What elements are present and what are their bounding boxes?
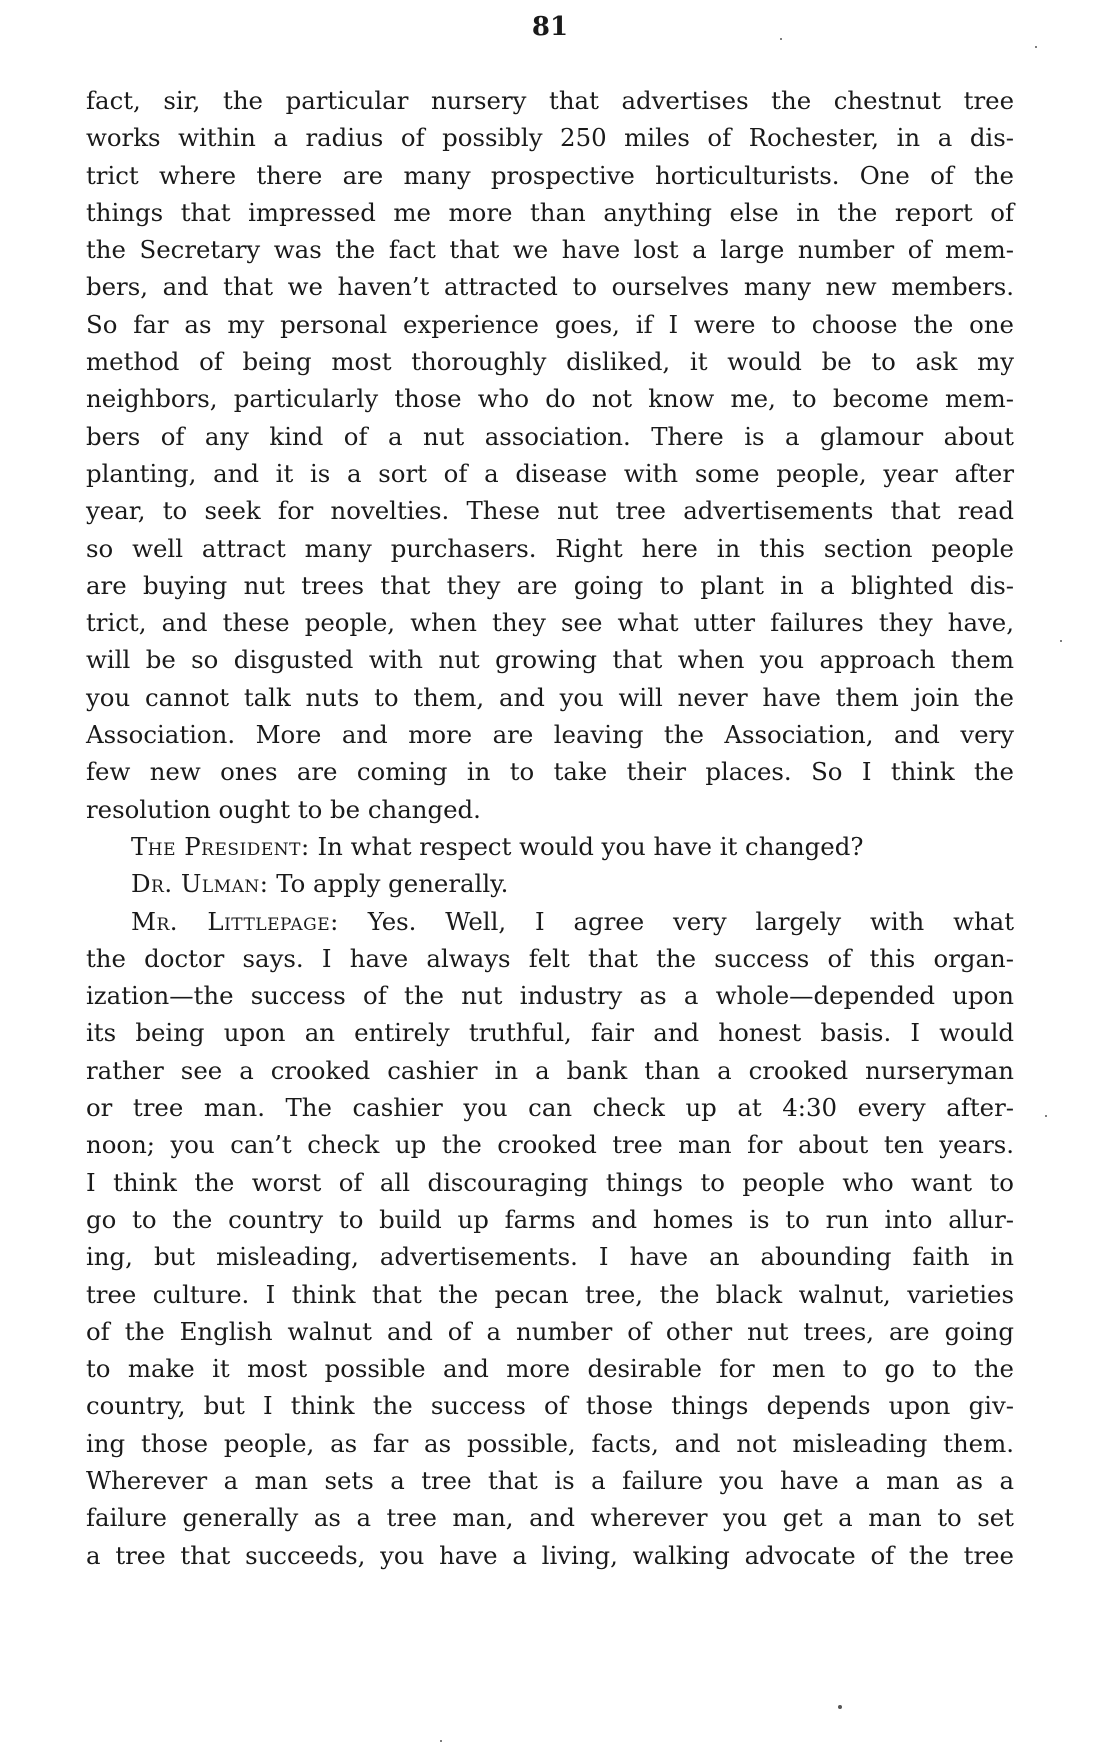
speech-text: To apply generally. [268,869,509,899]
text-line: trict, and these people, when they see what utter failures they have, [86,608,1014,638]
text-line: ing, but misleading, advertisements. I have an abounding faith in [86,1242,1014,1272]
scan-speck [1035,46,1037,48]
text-line: rather see a crooked cashier in a bank than a crooked nurseryman [86,1055,1014,1085]
text-line: few new ones are coming in to take their places. So I think the [86,757,1014,787]
text-line: will be so disgusted with nut growing that when you approach them [86,645,1014,675]
text-line: resolution ought to be changed. [86,794,481,824]
text-line: noon; you can’t check up the crooked tree man for about ten years. [86,1130,1014,1160]
speaker-label: Mr. Littlepage: [131,906,339,936]
text-line: ing those people, as far as possible, facts, and not misleading them. [86,1428,1014,1458]
text-line: Association. More and more are leaving the Association, and very [86,720,1014,750]
text-line: of the English walnut and of a number of other nut trees, are going [86,1316,1014,1346]
text-line: or tree man. The cashier you can check up at 4:30 every after- [86,1093,1014,1123]
text-line: method of being most thoroughly disliked, it would be to ask my [86,347,1014,377]
text-line: the Secretary was the fact that we have lost a large number of mem- [86,235,1014,265]
dialogue-line-littlepage [86,903,1014,940]
text-line: the doctor says. I have always felt that the success of this organ- [86,943,1014,973]
text-line: a tree that succeeds, you have a living, walking advocate of the tree [86,1540,1014,1570]
text-line: its being upon an entirely truthful, fair and honest basis. I would [86,1018,1014,1048]
text-line: ization—the success of the nut industry as a whole—depended upon [86,981,1014,1011]
text-line: bers, and that we haven’t attracted to ourselves many new members. [86,272,1014,302]
text-line: things that impressed me more than anything else in the report of [86,197,1014,227]
speech-text: Yes. Well, I agree very largely with what [338,906,1015,936]
text-line: are buying nut trees that they are going to plant in a blighted dis- [86,570,1014,600]
text-line: to make it most possible and more desirable for men to go to the [86,1354,1014,1384]
text-line: failure generally as a tree man, and wherever you get a man to set [86,1503,1014,1533]
speaker-label: The President: [131,831,310,861]
dialogue-line-president [86,828,1014,865]
scan-speck [780,38,782,40]
text-line: So far as my personal experience goes, if I were to choose the one [86,309,1014,339]
speaker-label: Dr. Ulman: [131,869,269,899]
text-line: year, to seek for novelties. These nut tree advertisements that read [86,496,1014,526]
dialogue-line-ulman [86,865,1014,902]
text-line: planting, and it is a sort of a disease with some people, year after [86,458,1014,488]
text-line: bers of any kind of a nut association. There is a glamour about [86,421,1014,451]
text-line: you cannot talk nuts to them, and you will never have them join the [86,682,1014,712]
text-line: tree culture. I think that the pecan tree, the black walnut, varieties [86,1279,1014,1309]
body-text [86,82,1014,1574]
text-line: neighbors, particularly those who do not know me, to become mem- [86,384,1014,414]
text-line: country, but I think the success of those things depends upon giv- [86,1391,1014,1421]
scan-speck [1045,1115,1047,1117]
page-number: 81 [531,12,569,42]
text-line: I think the worst of all discouraging things to people who want to [86,1167,1014,1197]
scan-speck [838,1705,842,1709]
text-line: Wherever a man sets a tree that is a failure you have a man as a [86,1465,1014,1495]
speech-text: In what respect would you have it changed? [309,831,864,861]
text-line: works within a radius of possibly 250 miles of Rochester, in a dis- [86,123,1014,153]
scan-speck [1060,640,1062,642]
text-line: fact, sir, the particular nursery that advertises the chestnut tree [86,86,1014,115]
text-line: go to the country to build up farms and homes is to run into allur- [86,1204,1014,1234]
text-line: trict where there are many prospective horticulturists. One of the [86,160,1014,190]
text-line: so well attract many purchasers. Right here in this section people [86,533,1014,563]
